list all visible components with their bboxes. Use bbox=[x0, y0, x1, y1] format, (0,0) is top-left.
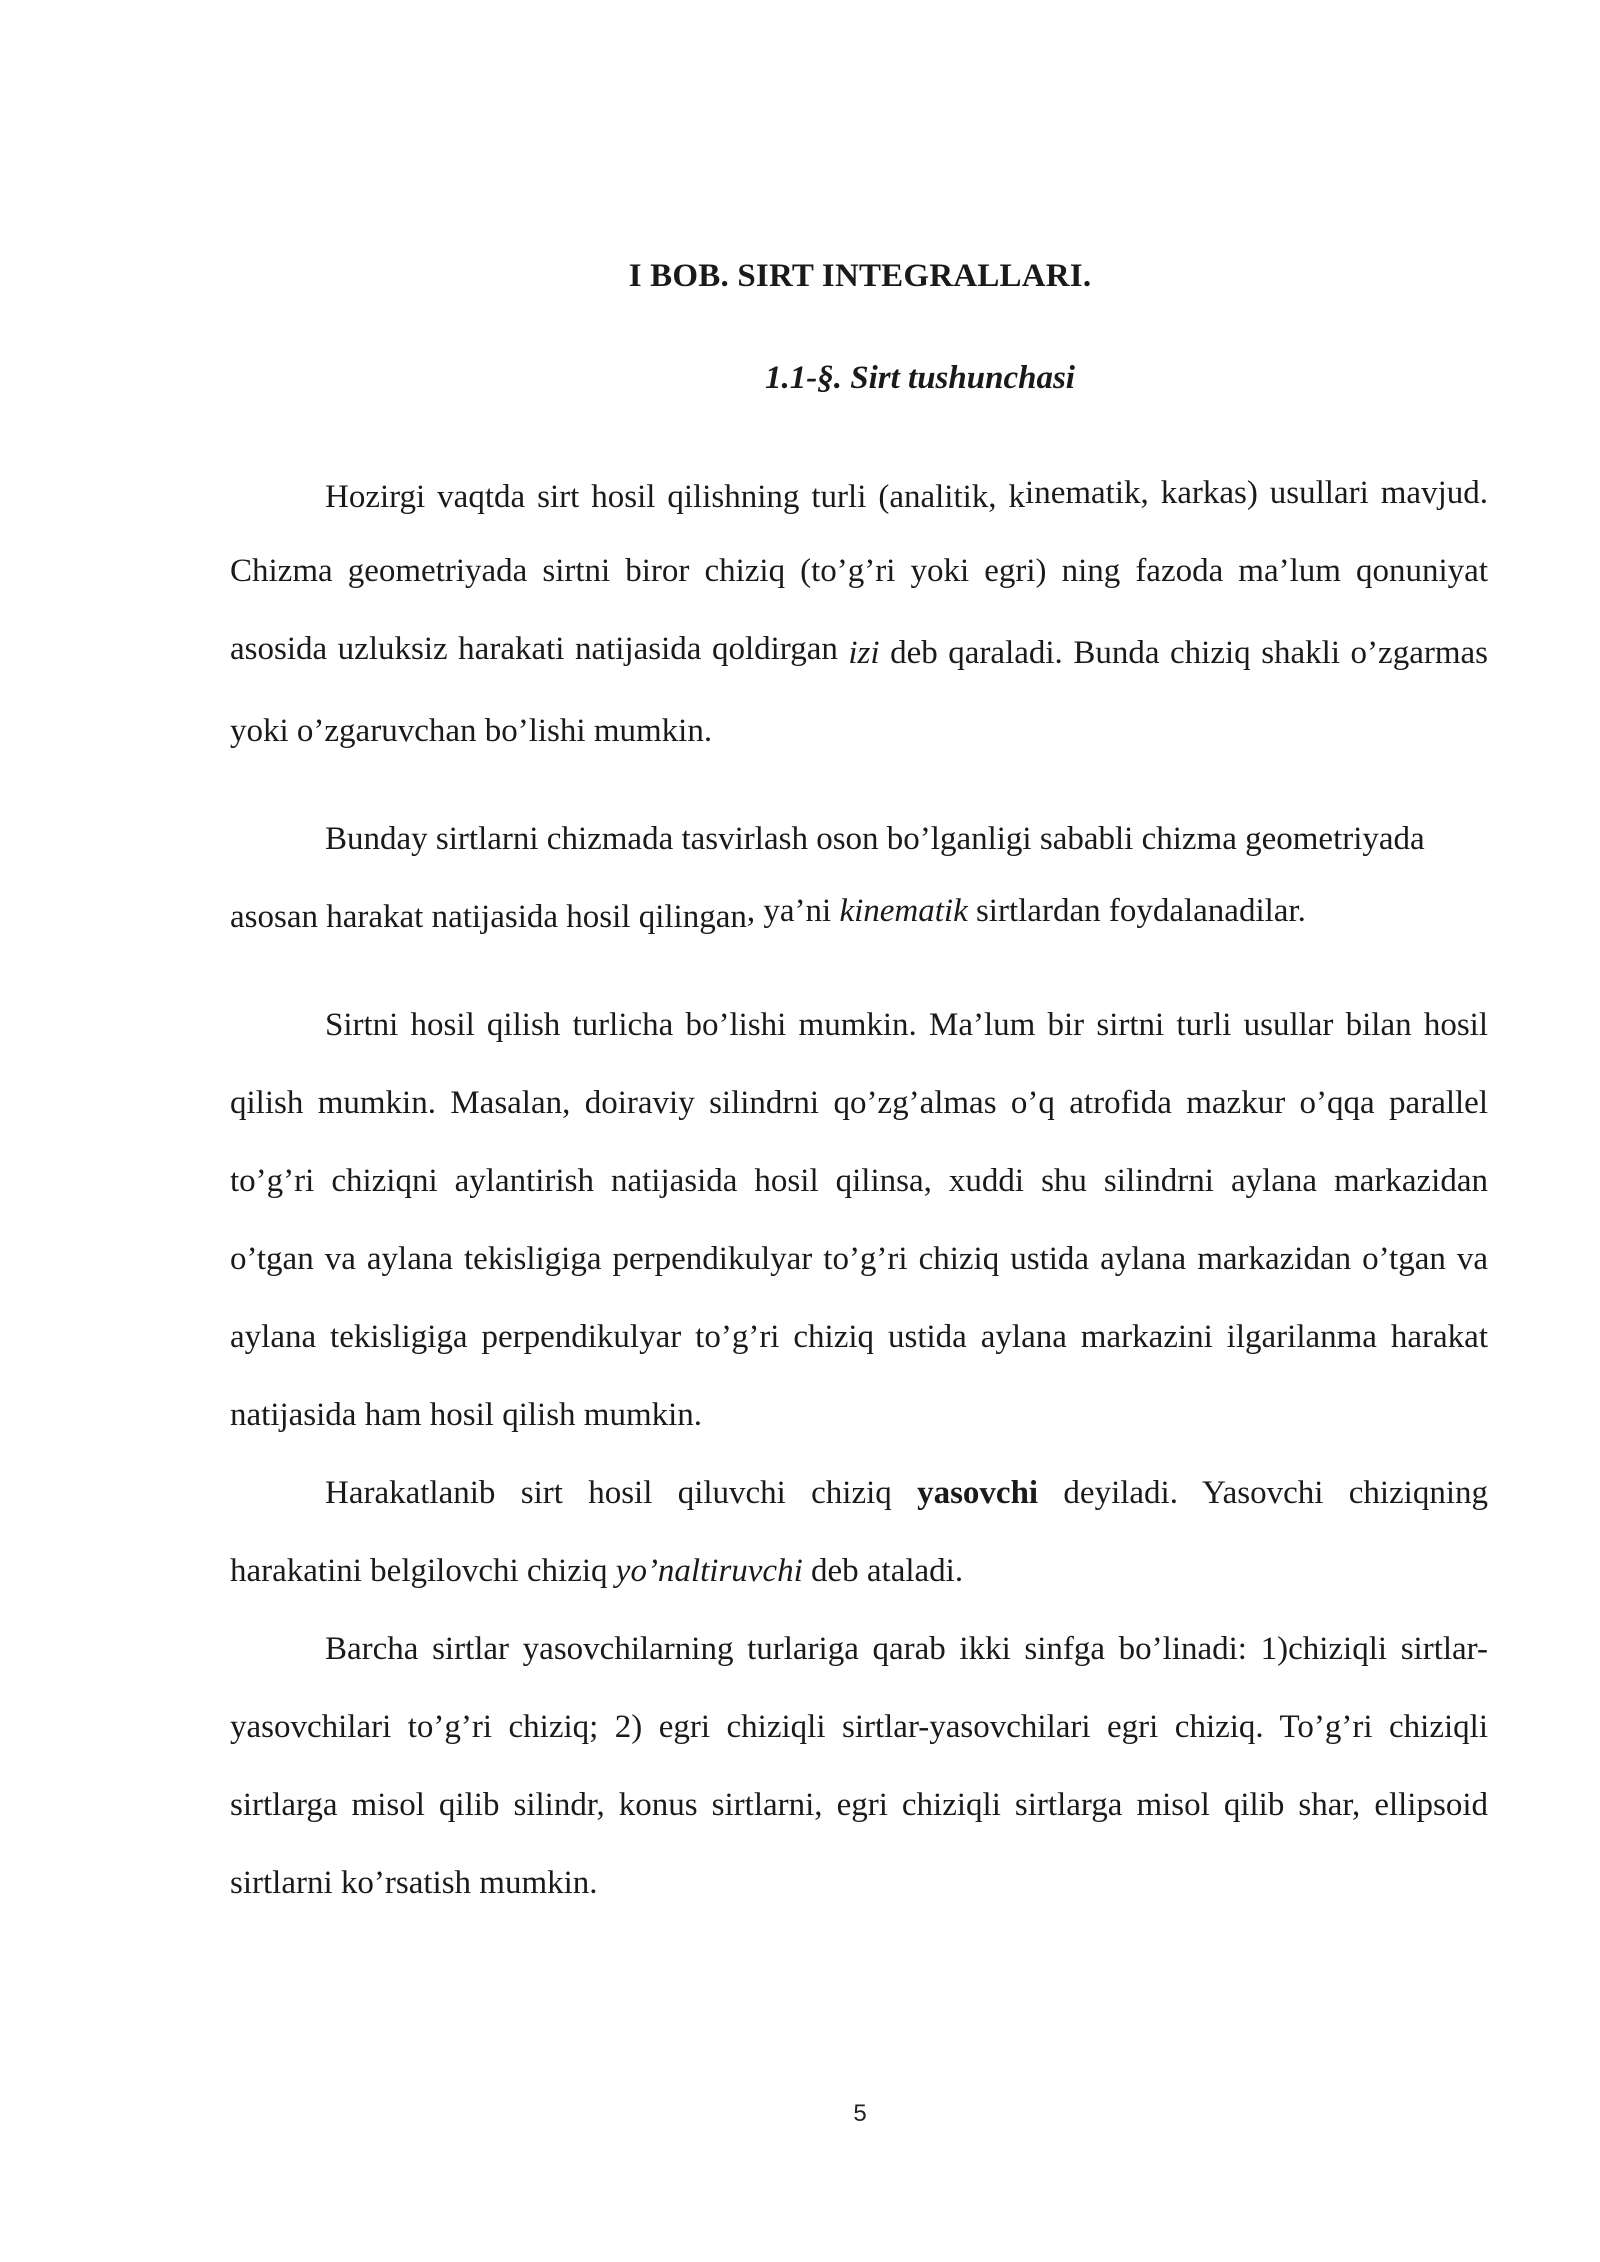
paragraph-text: deb qaraladi. Bunda chiziq shakli o’zgarmas yoki o’zgaruvchan bo’lishi mumkin. bbox=[230, 635, 1488, 749]
body-text bbox=[230, 458, 1488, 1922]
paragraph-cylinder-example bbox=[230, 986, 1488, 1454]
paragraph-text: Bunday sirtlarni chizmada tasvirlash oson bo’lganligi sababli chizma geometriyada asosan harakat natijasida hosil qilingan bbox=[230, 821, 1425, 935]
paragraph-surface-classes bbox=[230, 1610, 1488, 1922]
chapter-title: I BOB. SIRT INTEGRALLARI. bbox=[628, 258, 1092, 294]
bold-term-yasovchi: yasovchi bbox=[917, 1475, 1039, 1511]
italic-term-yonaltiruvchi: yo’naltiruvchi bbox=[615, 1553, 803, 1589]
paragraph-text: Hozirgi vaqtda sirt hosil qilishning turli (analitik, k bbox=[325, 479, 1026, 515]
italic-term-kinematik: kinematik bbox=[839, 893, 968, 929]
paragraph-text: deyiladi. Yasovchi chiziqning harakatini belgilovchi chiziq bbox=[230, 1475, 1488, 1589]
paragraph-text: Sirtni hosil qilish turlicha bo’lishi mumkin. Ma’lum bir sirtni turli usullar bilan hosil qilish mumkin. Masalan, doiraviy silindrni qo’zg’almas o’q atrofida mazkur o’qqa parallel to’g’ri chiziqni aylantirish natijasida hosil qilinsa, xuddi shu silindrni aylana markazidan o’tgan va aylana tekisligiga perpendikulyar to’g’ri chiziq ustida aylana markazidan o’tgan va aylana tekisligiga perpendikulyar to’g’ri chiziq ustida aylana markazini ilgarilanma harakat natijasida ham hosil qilish mumkin. bbox=[230, 1007, 1488, 1433]
page-number: 5 bbox=[853, 2100, 867, 2127]
paragraph-text: inematik, karkas) usullari mavjud. Chizma geometriyada sirtni biror chiziq (to’g’ri yoki egri) ning fazoda ma’lum qonuniyat asosida uzluksiz harakati natijasida qoldirgan bbox=[230, 475, 1488, 667]
paragraph-text: Harakatlanib sirt hosil qiluvchi chiziq bbox=[325, 1475, 918, 1511]
paragraph-text: sirtlardan foydalanadilar. bbox=[967, 893, 1306, 929]
section-title: 1.1-§. Sirt tushunchasi bbox=[765, 360, 1075, 396]
paragraph-generatrix-definition bbox=[230, 1454, 1488, 1610]
italic-term-izi: izi bbox=[848, 635, 880, 671]
paragraph-text: Barcha sirtlar yasovchilarning turlariga qarab ikki sinfga bo’linadi: 1)chiziqli sirtlar-yasovchilari to’g’ri chiziq; 2) egri chiziqli sirtlar-yasovchilari egri chiziq. To’g’ri chiziqli sirtlarga misol qilib silindr, konus sirtlarni, egri chiziqli sirtlarga misol qilib shar, ellipsoid sirtlarni ko’rsatish mumkin. bbox=[230, 1631, 1488, 1901]
paragraph-surface-generation bbox=[230, 458, 1488, 770]
paragraph-kinematic-surfaces bbox=[230, 800, 1488, 956]
paragraph-text: , ya’ni bbox=[746, 893, 840, 929]
paragraph-text: deb ataladi. bbox=[802, 1553, 964, 1589]
